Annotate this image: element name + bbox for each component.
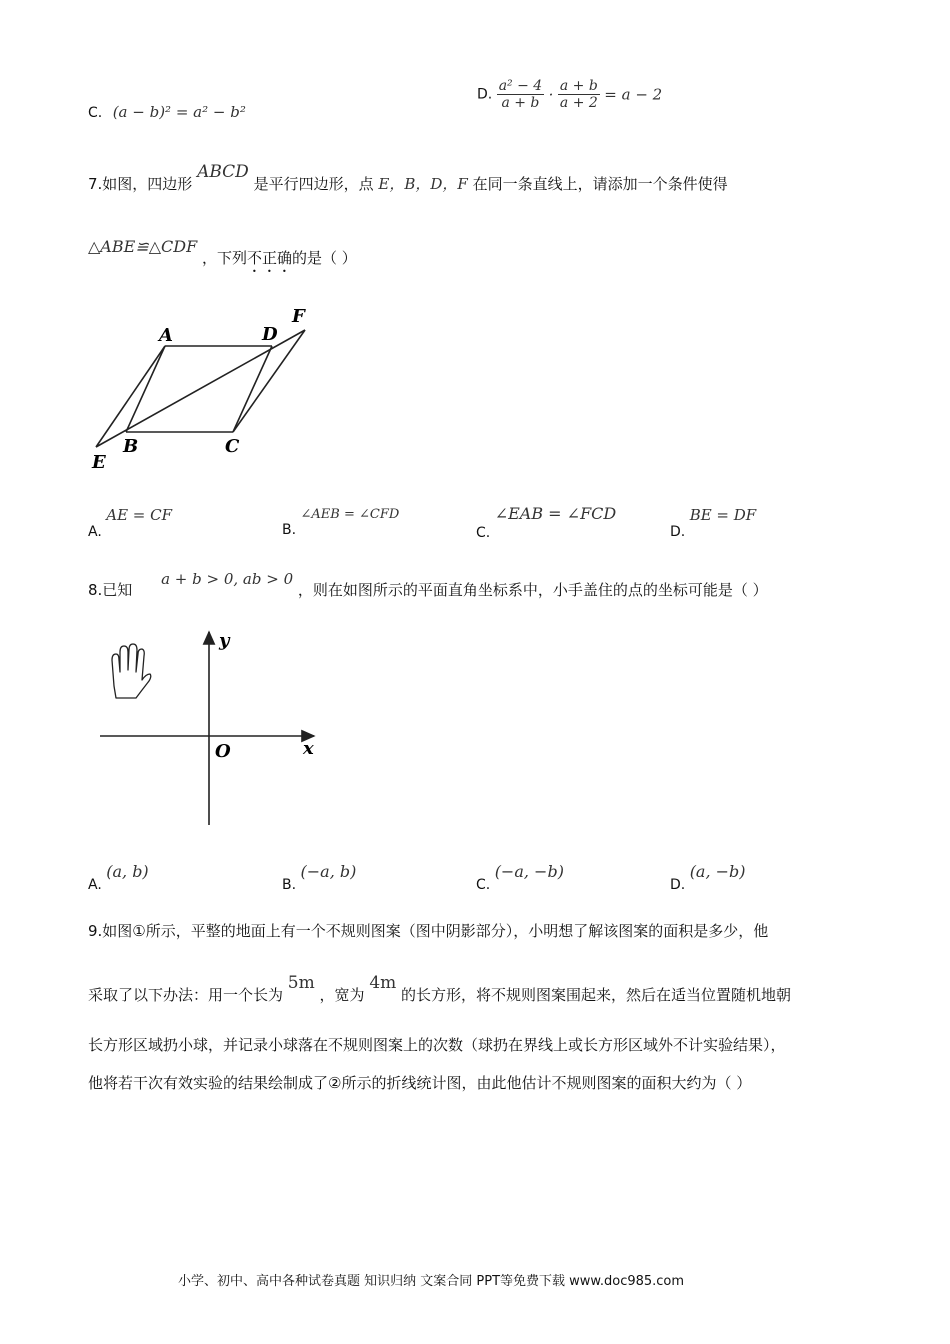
label-origin: O [215,741,231,762]
q9-line3: 长方形区域扔小球，并记录小球落在不规则图案上的次数（球扔在界线上或长方形区域外不计实验结果）， [88,1036,786,1054]
q7-stem-line1 [88,162,728,194]
q7-option-c [476,504,617,541]
option-expression: (a, −b) [689,862,746,881]
q8-prefix: 8.已知 [88,581,133,599]
option-label: B. [282,877,297,893]
page-footer: 小学、初中、高中各种试卷真题 知识归纳 文案合同 PPT等免费下载 www.doc985.com [178,1274,685,1289]
q7-option-d [670,506,757,540]
q8-option-d [670,862,746,893]
q7-text1: 是平行四边形，点 [253,175,374,193]
q6-option-d [477,78,662,111]
q9-length: 5m [287,973,315,993]
coordinate-plane-figure [96,624,336,829]
q8-option-c [476,862,564,893]
q9-line1: 9.如图①所示，平整的地面上有一个不规则图案（图中阴影部分），小明想了解该图案的面积是多少，他 [88,922,769,940]
q9-text-c: 的长方形，将不规则图案围起来，然后在适当位置随机地朝 [401,986,792,1004]
option-expression: (a, b) [106,862,149,881]
q7-text3: ，下列 [201,249,247,267]
option-expression: BE = DF [689,506,757,524]
q7-emphasis: 不正确 [246,249,292,267]
numerator: a² − 4 [498,78,543,94]
q8-option-a [88,862,149,893]
label-a: A [159,325,173,346]
q8-option-b [282,862,357,893]
label-x: x [303,738,314,759]
fraction-1 [497,78,545,111]
numerator: a + b [559,78,598,94]
denominator: a + b [501,95,540,111]
q9-text-b: ，宽为 [319,986,365,1004]
rhs: = a − 2 [604,85,663,104]
q8-stem [88,570,768,600]
q7-prefix: 7.如图，四边形 [88,175,193,193]
option-label: C. [476,525,491,541]
label-b: B [123,436,139,457]
option-label: C. [476,877,491,893]
q8-text: ，则在如图所示的平面直角坐标系中，小手盖住的点的坐标可能是（ ） [297,581,768,599]
option-expression: AE = CF [106,506,173,524]
q7-math-congruence: △ABE≌△CDF [88,237,198,256]
q8-math-condition: a + b > 0, ab > 0 [161,570,294,588]
q6-option-c [88,103,246,121]
hand-icon [112,644,151,698]
label-c: C [225,436,240,457]
option-label: D. [670,524,686,540]
option-label: C. [88,105,103,121]
q9-line4: 他将若干次有效实验的结果绘制成了②所示的折线统计图，由此他估计不规则图案的面积大约为（ ） [88,1074,752,1092]
label-f: F [292,306,305,327]
q7-stem-line2 [88,237,357,276]
q9-width: 4m [369,973,397,993]
q9-text-a: 采取了以下办法：用一个长为 [88,986,284,1004]
fraction-2 [558,78,600,111]
q9-line2 [88,973,792,1005]
q7-math-abcd: ABCD [197,162,249,182]
option-expression: ∠AEB = ∠CFD [300,507,400,522]
label-e: E [92,452,106,473]
option-label: D. [477,86,493,103]
q7-text2: 在同一条直线上，请添加一个条件使得 [472,175,728,193]
parallelogram-figure [86,300,346,475]
option-expression: (a − b)² = a² − b² [112,103,246,121]
q7-option-b [282,506,400,538]
label-d: D [262,324,278,345]
option-expression: (−a, −b) [494,862,564,881]
option-expression: ∠EAB = ∠FCD [494,504,617,523]
option-label: D. [670,877,686,893]
q7-option-a [88,506,173,540]
option-label: A. [88,877,102,893]
segment-ef [96,330,305,447]
option-label: A. [88,524,102,540]
option-expression: (−a, b) [300,862,357,881]
multiply-dot: · [548,85,554,104]
label-y: y [219,630,230,651]
option-label: B. [282,522,297,538]
denominator: a + 2 [559,95,598,111]
q7-points: E，B，D，F [378,175,468,193]
q7-text4: 的是（ ） [292,249,357,267]
